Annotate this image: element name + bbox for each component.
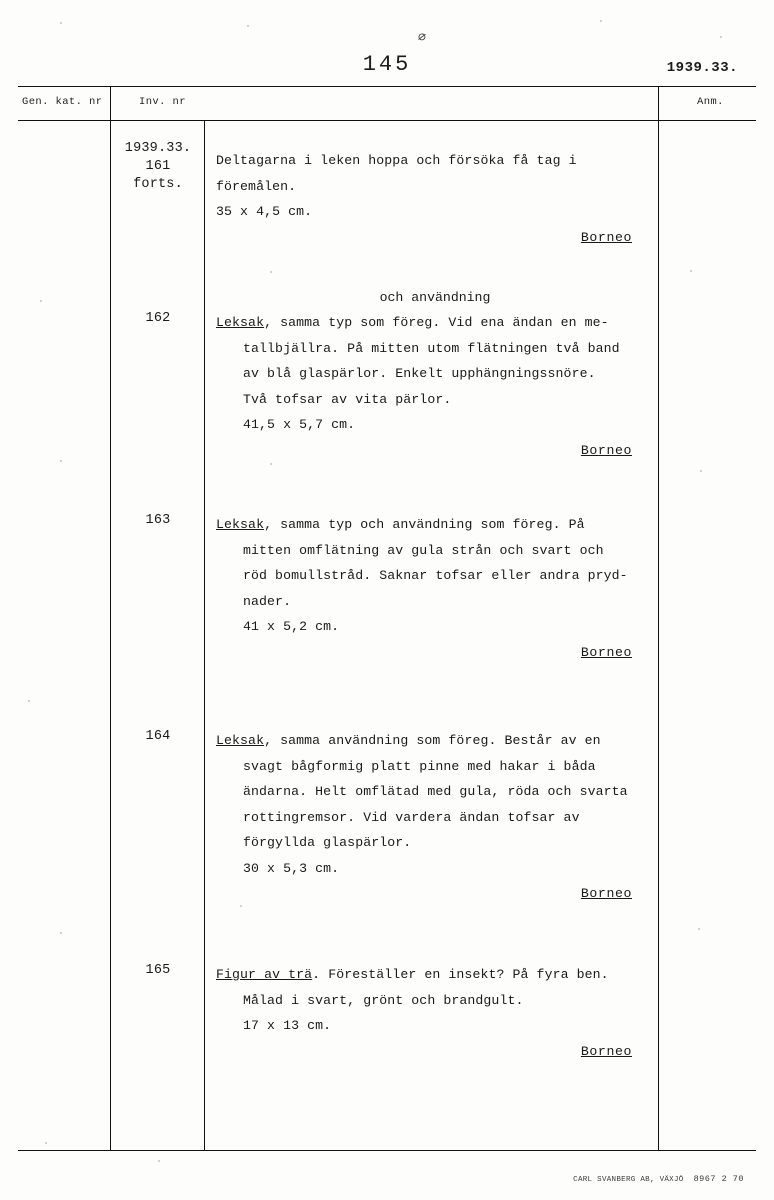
paper-speck: [270, 463, 272, 465]
entry-text-line: röd bomullstråd. Saknar tofsar eller andra pryd-: [243, 568, 628, 583]
column-header-anm: Anm.: [697, 96, 724, 108]
entry-inventory-number: 165: [145, 963, 171, 978]
entry-text-line: Målad i svart, grönt och brandgult.: [243, 992, 524, 1008]
paper-speck: [690, 270, 692, 272]
entry-text-line: rottingremsor. Vid vardera ändan tofsar av: [243, 809, 580, 825]
entry-inventory-number: 164: [145, 729, 171, 744]
entry-text-line: nader.: [243, 593, 292, 609]
entry-text-line: , samma användning som föreg. Består av en: [264, 733, 601, 748]
page-number: 145: [362, 52, 412, 77]
entry-lead-term: Leksak: [216, 315, 265, 330]
entry-text-line: föremålen.: [216, 178, 297, 194]
floating-annotation: och användning: [379, 290, 491, 305]
paper-speck: [60, 460, 62, 462]
paper-speck: [600, 20, 602, 22]
entry-text-line: Två tofsar av vita pärlor.: [243, 391, 452, 407]
entry-text-line: mitten omflätning av gula strån och svart och: [243, 542, 604, 558]
entry-text-line: ändarna. Helt omflätad med gula, röda och svarta: [243, 784, 628, 799]
paper-speck: [45, 1142, 47, 1144]
column-header-inv-nr: Inv. nr: [139, 96, 186, 108]
entry-place: Borneo: [580, 229, 632, 245]
entry-text-line: förgyllda glaspärlor.: [243, 835, 412, 850]
header-catalog-reference: 1939.33.: [666, 60, 738, 76]
entry-lead-term: Leksak: [216, 517, 265, 532]
entry-text-line: av blå glaspärlor. Enkelt upphängningssnöre.: [243, 366, 596, 381]
table-divider-3: [658, 86, 659, 1150]
table-top-rule: [18, 86, 756, 87]
entry-text-line: . Föreställer en insekt? På fyra ben.: [312, 967, 609, 982]
entry-catalog-number: 1939.33.: [124, 141, 192, 156]
printer-imprint: [573, 1174, 744, 1184]
entry-place: Borneo: [580, 442, 632, 458]
entry-text-line: tallbjällra. På mitten utom flätningen två band: [243, 340, 620, 356]
paper-speck: [698, 928, 700, 930]
margin-tick-mark: ⌀: [416, 29, 427, 46]
paper-speck: [28, 700, 30, 702]
table-bottom-rule: [18, 1150, 756, 1151]
paper-speck: [40, 300, 42, 302]
table-divider-1: [110, 86, 111, 1150]
entry-lead-term: Figur av trä: [216, 967, 313, 982]
entry-text-line: Deltagarna i leken hoppa och försöka få tag i: [216, 153, 577, 168]
entry-place: Borneo: [580, 1043, 632, 1059]
paper-speck: [60, 932, 62, 934]
entry-dimensions: 30 x 5,3 cm.: [243, 860, 340, 876]
entry-text-line: , samma typ som föreg. Vid ena ändan en me-: [264, 315, 609, 330]
printer-name: CARL SVANBERG AB, VÄXJÖ: [573, 1176, 684, 1184]
column-header-gen-kat-nr: Gen. kat. nr: [22, 96, 103, 108]
entry-dimensions: 35 x 4,5 cm.: [216, 204, 313, 219]
entry-inventory-number: 163: [145, 513, 171, 528]
table-header-rule: [18, 120, 756, 121]
entry-dimensions: 41,5 x 5,7 cm.: [243, 417, 356, 432]
paper-speck: [720, 36, 722, 38]
entry-dimensions: 41 x 5,2 cm.: [243, 619, 340, 634]
entry-place: Borneo: [580, 644, 632, 660]
paper-speck: [700, 470, 702, 472]
paper-speck: [247, 25, 249, 27]
paper-speck: [60, 22, 62, 24]
paper-speck: [158, 1160, 160, 1162]
entry-inventory-number: 161: [145, 159, 171, 174]
entry-text-line: svagt bågformig platt pinne med hakar i båda: [243, 758, 596, 774]
entry-text-line: , samma typ och användning som föreg. På: [264, 517, 585, 532]
entry-continuation-marker: forts.: [133, 177, 183, 192]
entry-lead-term: Leksak: [216, 733, 265, 748]
entry-place: Borneo: [580, 886, 632, 901]
printer-code: 8967 2 70: [693, 1174, 744, 1184]
entry-inventory-number: 162: [145, 311, 171, 326]
entry-dimensions: 17 x 13 cm.: [243, 1018, 332, 1033]
table-divider-2: [204, 120, 205, 1150]
paper-speck: [270, 271, 272, 273]
